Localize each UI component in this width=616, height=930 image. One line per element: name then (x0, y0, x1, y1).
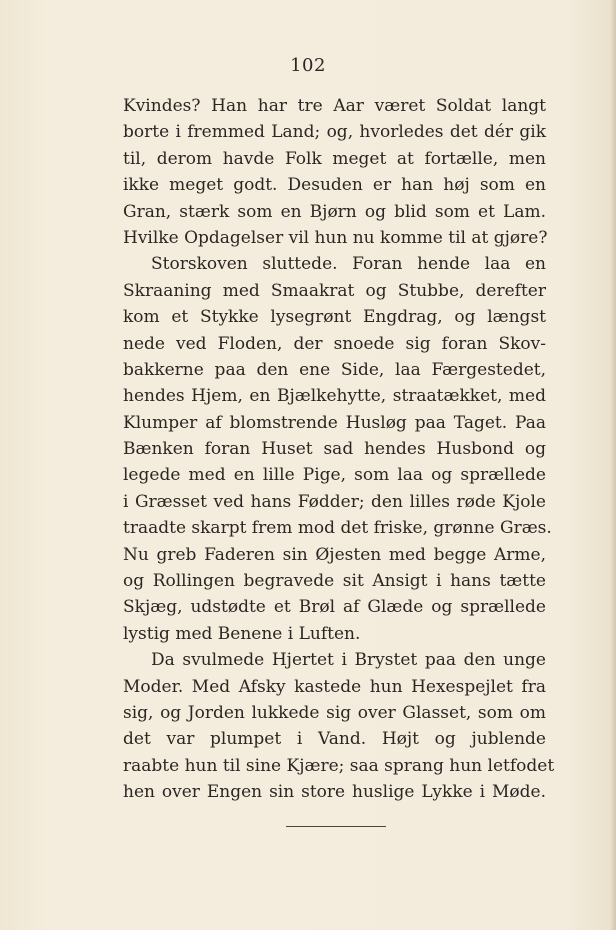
text-line: Bænken foran Huset sad hendes Husbond og (123, 439, 546, 460)
text-line: ikke meget godt. Desuden er han høj som en (123, 175, 546, 196)
body-text (123, 93, 555, 806)
text-line: Klumper af blomstrende Husløg paa Taget. Paa (123, 412, 546, 433)
text-line: Kvindes? Han har tre Aar været Soldat langt (123, 96, 546, 116)
page-number: 102 (290, 55, 326, 76)
section-divider-rule (286, 826, 386, 827)
text-line: bakkerne paa den ene Side, laa Færgestedet, (123, 359, 546, 380)
text-line: Da svulmede Hjertet i Brystet paa den unge (151, 650, 546, 671)
text-line: legede med en lille Pige, som laa og sprællede (123, 465, 546, 486)
paragraph-1 (123, 93, 546, 251)
text-line: borte i fremmed Land; og, hvorledes det dér gik (123, 122, 546, 143)
text-line: kom et Stykke lysegrønt Engdrag, og længst (123, 307, 546, 328)
page-edge-shadow (610, 0, 616, 930)
text-line: raabte hun til sine Kjære; saa sprang hun letfodet (123, 755, 555, 776)
text-line: lystig med Benene i Luften. (123, 623, 361, 644)
text-line: Gran, stærk som en Bjørn og blid som et Lam. (123, 201, 546, 222)
text-line: nede ved Floden, der snoede sig foran Skov- (123, 333, 546, 354)
text-line: Hvilke Opdagelser vil hun nu komme til at gjøre? (123, 227, 548, 248)
text-line: Skraaning med Smaakrat og Stubbe, derefter (123, 280, 546, 301)
text-line: hendes Hjem, en Bjælkehytte, straatækket, med (123, 386, 546, 407)
text-line: og Rollingen begravede sit Ansigt i hans tætte (123, 571, 546, 592)
text-line: til, derom havde Folk meget at fortælle, men (123, 148, 546, 169)
text-line: Nu greb Faderen sin Øjesten med begge Arme, (123, 544, 546, 565)
paragraph-2 (123, 251, 552, 647)
text-line: i Græsset ved hans Fødder; den lilles røde Kjole (123, 491, 546, 512)
text-line: traadte skarpt frem mod det friske, grønne Græs. (123, 518, 552, 539)
paragraph-3 (123, 647, 555, 805)
text-line: det var plumpet i Vand. Højt og jublende (123, 729, 546, 750)
text-line: hen over Engen sin store huslige Lykke i Møde. (123, 782, 546, 803)
text-line: sig, og Jorden lukkede sig over Glasset, som om (123, 702, 546, 723)
text-line: Storskoven sluttede. Foran hende laa en (151, 254, 546, 275)
text-line: Moder. Med Afsky kastede hun Hexespejlet fra (123, 676, 546, 697)
text-line: Skjæg, udstødte et Brøl af Glæde og sprællede (123, 597, 546, 618)
